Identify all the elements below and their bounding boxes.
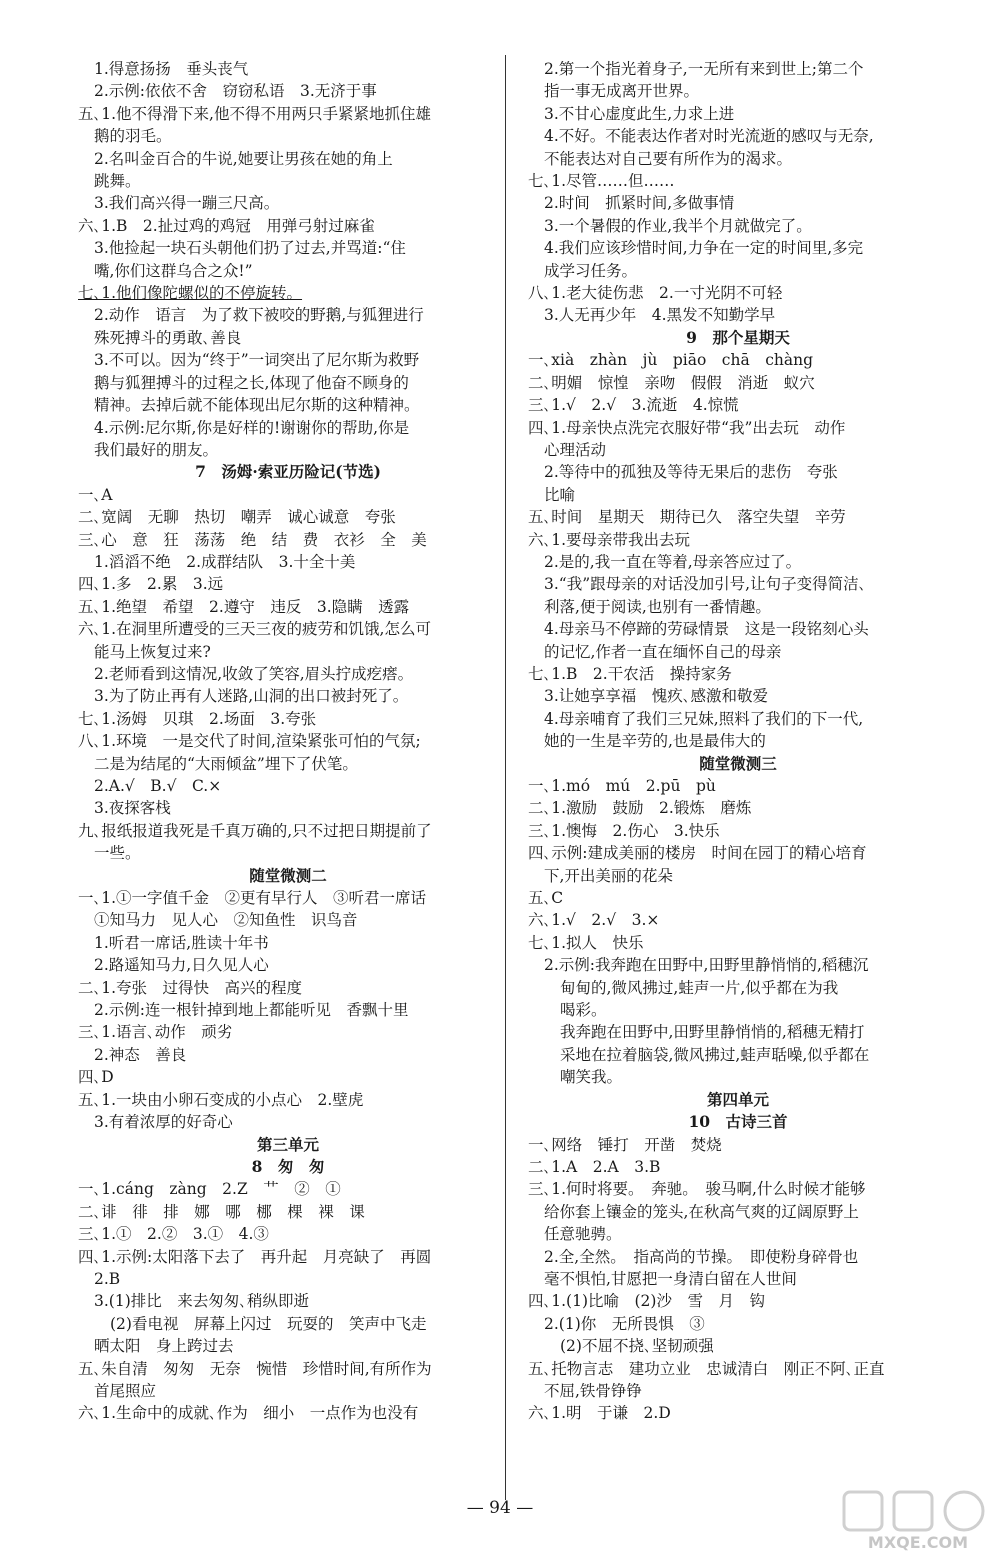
answer-line: 心理活动 [544,440,607,459]
answer-line: 给你套上镶金的笼头,在秋高气爽的辽阔原野上 [544,1202,859,1221]
answer-line: 利落,便于阅读,也别有一番情趣。 [544,597,771,616]
answer-line: 2.示例:连一根针掉到地上都能听见 香飘十里 [94,1001,409,1020]
answer-line: 四､1.多 2.累 3.远 [78,575,224,594]
answer-line: 八､1.环境 一是交代了时间,渲染紧张可怕的气氛; [78,732,421,751]
answer-line: 三､1.懊悔 2.伤心 3.快乐 [528,821,720,840]
answer-line: 二､明媚 惊惶 亲吻 假假 消逝 蚁穴 [528,373,815,392]
section-title: 9 那个星期天 [686,327,790,347]
answer-line: 一些。 [94,844,141,863]
answer-line: 喝彩。 [560,1001,607,1020]
answer-line: 下,开出美丽的花朵 [544,866,673,885]
answer-line: 2.是的,我一直在等着,母亲答应过了。 [544,552,802,571]
answer-line: 成学习任务。 [544,261,638,280]
answer-line: 一､1.cáng zàng 2.Z 艹 ② ① [78,1180,341,1199]
section-title: 第四单元 [706,1089,769,1109]
answer-line: 九､报纸报道我死是千真万确的,只不过把日期提前了 [78,821,432,840]
answer-line: 3.有着浓厚的好奇心 [94,1113,233,1132]
answer-line: 六､1.明 于谦 2.D [528,1404,671,1423]
answer-line: 精神。去掉后就不能体现出尼尔斯的这种精神。 [94,396,420,415]
answer-line: 甸甸的,微风拂过,蛙声一片,似乎都在为我 [560,978,839,997]
answer-line: 七､1.汤姆 贝琪 2.场面 3.夸张 [78,709,317,728]
answer-line: 六､1.B 2.扯过鸡的鸡冠 用弹弓射过麻雀 [78,216,375,235]
answer-line: 2.第一个指光着身子,一无所有来到世上;第二个 [544,60,864,78]
left-column [78,58,498,1425]
answer-line: 3.人无再少年 4.黑发不知勤学早 [544,306,776,325]
answer-line: 六､1.生命中的成就､作为 细小 一点作为也没有 [78,1404,419,1423]
answer-line: 4.我们应该珍惜时间,力争在一定的时间里,多完 [544,239,864,258]
answer-line: 能马上恢复过来? [94,642,211,661]
answer-line: 比喻 [544,485,576,504]
answer-line: 我们最好的朋友。 [94,440,219,459]
answer-line: 3.一个暑假的作业,我半个月就做完了。 [544,216,812,235]
answer-line: 四､1.示例:太阳落下去了 再升起 月亮缺了 再圆 [78,1247,432,1266]
answer-line: 3.让她享享福 愧疚､感激和敬爱 [544,687,769,706]
answer-line: 七､1.B 2.干农活 操持家务 [528,664,732,683]
answer-line: 嘴,你们这群乌合之众!” [94,261,253,280]
answer-line: 的记忆,作者一直在缅怀自己的母亲 [544,642,782,661]
answer-line: 首尾照应 [94,1381,157,1400]
answer-line: 六､1.在洞里所遭受的三天三夜的疲劳和饥饿,怎么可 [78,620,431,639]
answer-line: 鹅的羽毛。 [94,127,172,146]
answer-line: 三､1.语言､动作 顽劣 [78,1023,233,1042]
answer-line: 3.(1)排比 来去匆匆､稍纵即逝 [94,1292,309,1311]
answer-line: 4.母亲马不停蹄的劳碌情景 这是一段铭刻心头 [544,620,869,639]
answer-line: 2.动作 语言 为了救下被咬的野鹅,与狐狸进行 [94,306,424,325]
answer-line: 二､1.A 2.A 3.B [528,1157,661,1176]
answer-line: 五､朱自清 匆匆 无奈 惋惜 珍惜时间,有所作为 [78,1359,432,1378]
answer-line: 八､1.老大徒伤悲 2.一寸光阴不可轻 [528,284,783,303]
answer-line: 一､1.①一字值千金 ②更有早行人 ③听君一席话 [78,889,427,908]
answer-line: 三､1.√ 2.√ 3.流逝 4.惊慌 [528,396,739,415]
answer-line: 2.老师看到这情况,收敛了笑容,眉头拧成疙瘩。 [94,664,414,683]
answer-line: 三､1.何时将要。 奔驰。 骏马啊,什么时候才能够 [528,1180,866,1199]
answer-line: 3.不可以。因为“终于”一词突出了尼尔斯为救野 [94,351,420,370]
section-title: 第三单元 [256,1134,319,1154]
watermark-logo [838,1488,998,1554]
answer-line: 她的一生是辛劳的,也是最伟大的 [544,732,766,751]
answer-line: 二､宽阔 无聊 热切 嘲弄 诚心诚意 夸张 [78,508,396,527]
answer-line: 五､1.绝望 希望 2.遵守 违反 3.隐瞒 透露 [78,597,410,616]
answer-line: 2.示例:我奔跑在田野中,田野里静悄悄的,稻穗沉 [544,956,869,975]
answer-line: 2.等待中的孤独及等待无果后的悲伤 夸张 [544,463,838,482]
answer-line: 3.我们高兴得一蹦三尺高。 [94,194,280,213]
answer-line: 三､1.① 2.② 3.① 4.③ [78,1225,269,1244]
answer-line: 一､网络 锤打 开凿 焚烧 [528,1135,722,1154]
answer-line: 五､时间 星期天 期待已久 落空失望 辛劳 [528,508,846,527]
answer-line: 采地在拉着脑袋,微风拂过,蛙声聒噪,似乎都在 [560,1045,870,1064]
answer-line: 五､1.一块由小卵石变成的小点心 2.壁虎 [78,1090,364,1109]
section-title: 8 匆 匆 [251,1156,325,1176]
answer-line: 2.名叫金百合的牛说,她要让男孩在她的角上 [94,149,393,168]
answer-line: 2.路遥知马力,日久见人心 [94,956,269,975]
answer-line: 我奔跑在田野中,田野里静悄悄的,稻穗无精打 [560,1023,865,1042]
section-title: 10 古诗三首 [688,1112,788,1132]
answer-line: 二､1.激励 鼓励 2.锻炼 磨炼 [528,799,752,818]
answer-line: 五､1.他不得滑下来,他不得不用两只手紧紧地抓住雄 [78,104,431,123]
answer-line: 殊死搏斗的勇敢､善良 [94,328,242,347]
answer-line: 三､心 意 狂 荡荡 绝 结 费 衣衫 全 美 [78,530,427,549]
answer-line: 二､诽 徘 排 娜 哪 梛 棵 裸 课 [78,1202,365,1221]
answer-line: 2.时间 抓紧时间,多做事情 [544,194,735,213]
answer-line: 四､1.(1)比喻 (2)沙 雪 月 钩 [528,1292,765,1311]
answer-line: 二､1.夸张 过得快 高兴的程度 [78,978,303,997]
answer-line: 跳舞。 [94,172,141,191]
section-title: 7 汤姆·索亚历险记(节选) [195,462,381,482]
answer-line: 4.不好。不能表达作者对时光流逝的感叹与无奈, [544,127,874,146]
answer-line: 毫不惧怕,甘愿把一身清白留在人世间 [544,1269,797,1288]
answer-line: 3.他捡起一块石头朝他们扔了过去,并骂道:“住 [94,239,406,258]
answer-line: 四､D [78,1068,114,1087]
answer-line: 七､1.他们像陀螺似的不停旋转。 [78,284,303,303]
answer-line: 二是为结尾的“大雨倾盆”埋下了伏笔。 [94,754,358,773]
answer-line: 2.神态 善良 [94,1045,187,1064]
answer-line: 晒太阳 身上跨过去 [94,1337,234,1356]
answer-line: 2.B [94,1269,121,1288]
answer-line: 4.示例:尼尔斯,你是好样的!谢谢你的帮助,你是 [94,418,410,437]
answer-line: 3.夜探客栈 [94,799,171,818]
answer-line: 1.滔滔不绝 2.成群结队 3.十全十美 [94,552,356,571]
answer-line: 七､1.尽管……但…… [528,172,675,191]
answer-line: 2.全,全然。 指高尚的节操。 即使粉身碎骨也 [544,1247,859,1266]
page-number: — 94 — [466,1498,534,1518]
answer-line: ①知马力 见人心 ②知鱼性 识鸟音 [94,911,358,930]
answer-line: 六､1.√ 2.√ 3.× [528,911,660,930]
answer-line: 嘲笑我。 [560,1068,623,1087]
answer-line: 五､C [528,889,564,908]
answer-line: 五､托物言志 建功立业 忠诚清白 刚正不阿､正直 [528,1359,885,1378]
answer-line: 1.得意扬扬 垂头丧气 [94,60,249,78]
section-title: 随堂微测三 [699,753,777,773]
answer-line: 一､A [78,485,113,504]
svg-text:MXQE.COM: MXQE.COM [867,1533,969,1552]
answer-line: (2)不屈不挠､坚韧顽强 [560,1337,714,1356]
answer-line: 3.“我”跟母亲的对话没加引号,让句子变得简洁､ [544,575,867,594]
answer-line: 4.母亲哺育了我们三兄妹,照料了我们的下一代, [544,709,864,728]
section-title: 随堂微测二 [249,865,327,885]
answer-line: 1.听君一席话,胜读十年书 [94,933,269,952]
answer-line: 七､1.拟人 快乐 [528,933,644,952]
answer-line: 鹅与狐狸搏斗的过程之长,体现了他奋不顾身的 [94,373,409,392]
answer-line: 3.为了防止再有人迷路,山洞的出口被封死了。 [94,687,409,706]
answer-line: 四､示例:建成美丽的楼房 时间在园丁的精心培育 [528,844,867,863]
answer-line: 一､1.mó mú 2.pū pù [528,777,716,795]
column-divider [505,55,506,1500]
answer-line: 不屈,铁骨铮铮 [544,1381,642,1400]
answer-line: 2.A.√ B.√ C.× [94,777,222,795]
answer-line: (2)看电视 屏幕上闪过 玩耍的 笑声中飞走 [110,1314,427,1333]
right-column [528,58,948,1425]
answer-line: 一､xià zhàn jù piāo chā chàng [528,351,814,370]
answer-line: 六､1.要母亲带我出去玩 [528,530,691,549]
answer-line: 指一事无成离开世界。 [544,82,700,101]
answer-line: 2.(1)你 无所畏惧 ③ [544,1314,705,1333]
answer-line: 3.不甘心虚度此生,力求上进 [544,104,735,123]
answer-line: 2.示例:依依不舍 窃窃私语 3.无济于事 [94,82,377,101]
answer-line: 四､1.母亲快点洗完衣服好带“我”出去玩 动作 [528,418,846,437]
answer-line: 任意驰骋。 [544,1225,622,1244]
answer-line: 不能表达对自己要有所作为的渴求。 [544,149,793,168]
